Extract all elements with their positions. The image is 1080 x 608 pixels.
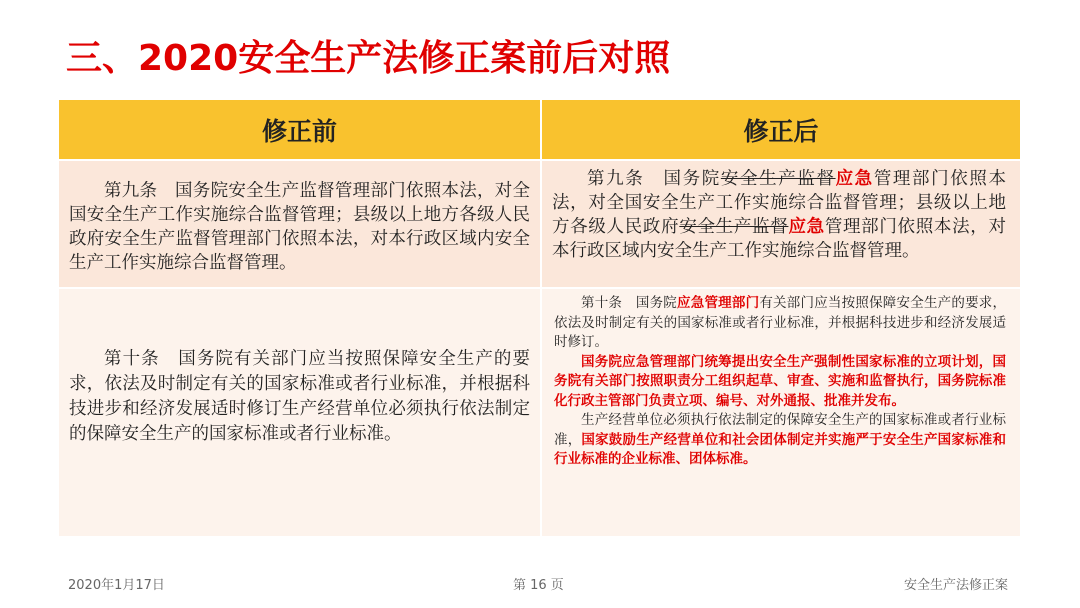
article-9-after <box>542 161 1020 287</box>
text-segment: 管理部门依照本法，对全国安全生产工作实施综合监督管理；县级以上地方各级人民政府 <box>552 169 1007 237</box>
article-9-before-text: 第九条 国务院安全生产监督管理部门依照本法，对全国安全生产工作实施综合监督管理；县级以上地方各级人民政府安全生产监督管理部门依照本法，对本行政区域内安全生产工作实施综合监督管理。 <box>69 181 530 273</box>
article-10-after-para-1 <box>554 294 1006 353</box>
header-before: 修正前 <box>59 100 540 159</box>
text-segment: 生产经营单位必须执行依法制定的保障安全生产的国家标准或者行业标准， <box>554 412 1006 448</box>
deleted-text: 安全生产监督 <box>679 217 789 237</box>
text-segment: 有关部门应当按照保障安全生产的要求，依法及时制定有关的国家标准或者行业标准，并根据科技进步和经济发展适时修订。 <box>554 295 1007 350</box>
footer-caption: 安全生产法修正案 <box>903 578 1008 593</box>
article-10-after <box>542 289 1020 536</box>
inserted-text: 应急 <box>788 217 825 237</box>
table-header-row <box>59 100 1020 159</box>
footer-date: 2020年1月17日 <box>68 578 165 593</box>
table-row-article-9 <box>59 161 1020 287</box>
slide-title: 三、2020安全生产法修正案前后对照 <box>66 38 671 79</box>
inserted-text: 应急 <box>835 169 874 189</box>
deleted-text: 安全生产监督 <box>720 169 836 189</box>
text-segment: 第九条 国务院 <box>587 169 721 189</box>
article-10-before-text: 第十条 国务院有关部门应当按照保障安全生产的要求，依法及时制定有关的国家标准或者行业标准，并根据科技进步和经济发展适时修订生产经营单位必须执行依法制定的保障安全生产的国家标准或者行业标准。 <box>69 349 530 444</box>
footer-page-number: 第 16 页 <box>513 578 564 593</box>
article-10-after-para-2: 国务院应急管理部门统筹提出安全生产强制性国家标准的立项计划，国务院有关部门按照职责分工组织起草、审查、实施和监督执行，国务院标准化行政主管部门负责立项、编号、对外通报、批准并发布。 <box>554 353 1006 409</box>
article-10-before <box>59 289 540 536</box>
inserted-text: 应急管理部门 <box>677 295 760 311</box>
article-9-after-text <box>552 167 1006 263</box>
text-segment: 管理部门依照本法，对本行政区域内安全生产工作实施综合监督管理。 <box>552 217 1006 261</box>
article-10-after-para-3 <box>554 411 1006 470</box>
article-9-before <box>59 161 540 287</box>
table-row-article-10 <box>59 289 1020 536</box>
comparison-table <box>59 100 1020 536</box>
inserted-text: 国家鼓励生产经营单位和社会团体制定并实施严于安全生产国家标准和行业标准的企业标准、团体标准。 <box>554 431 1006 467</box>
text-segment: 第十条 国务院 <box>581 295 678 311</box>
header-after: 修正后 <box>542 100 1020 159</box>
